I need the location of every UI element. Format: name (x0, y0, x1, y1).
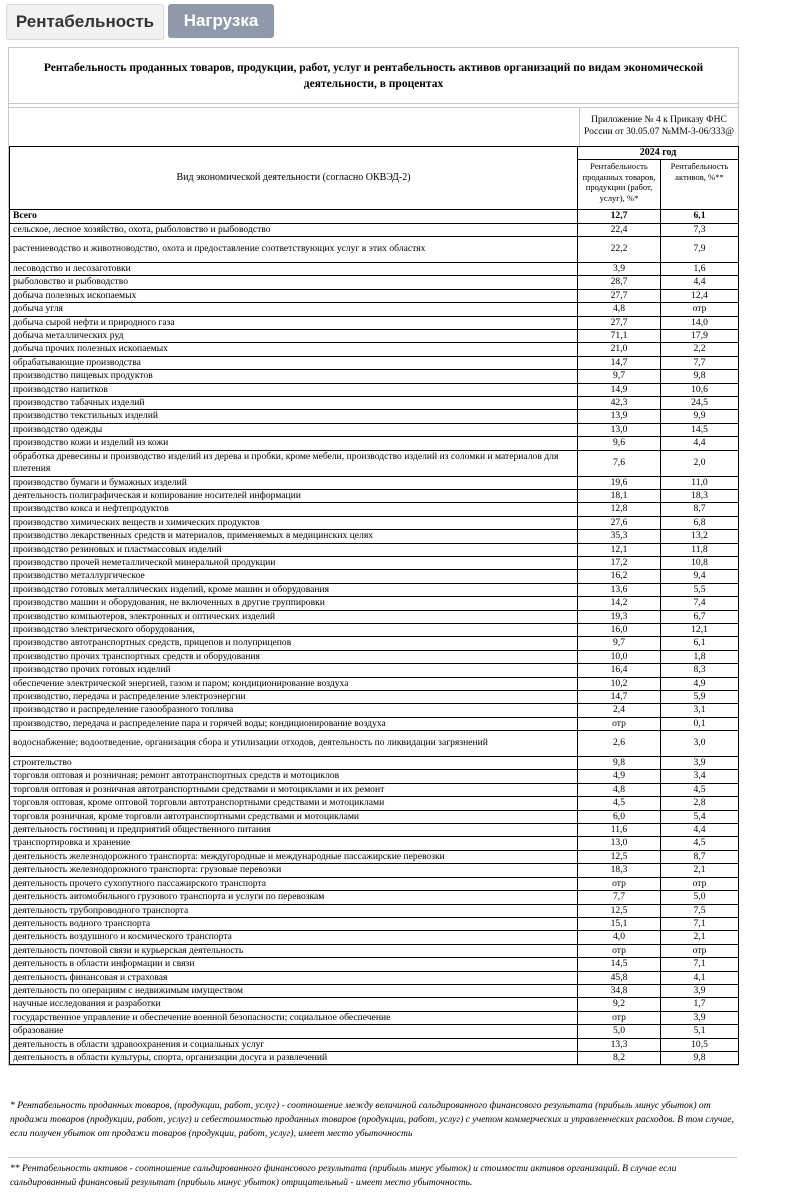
activity-name: производство лекарственных средств и материалов, применяемых в медицинских целях (10, 530, 578, 543)
activity-name: производство резиновых и пластмассовых изделий (10, 543, 578, 556)
table-row (10, 717, 739, 730)
assets-profitability-value: 4,5 (661, 783, 739, 796)
sales-profitability-value: 16,2 (578, 570, 661, 583)
assets-profitability-value: отр (661, 877, 739, 890)
header-assets-profitability: Рентабельность активов, %** (661, 160, 739, 210)
sales-profitability-value: 4,0 (578, 931, 661, 944)
sales-profitability-value: 16,0 (578, 623, 661, 636)
activity-name: производство текстильных изделий (10, 410, 578, 423)
table-row (10, 556, 739, 569)
table-row (10, 223, 739, 236)
assets-profitability-value: 10,8 (661, 556, 739, 569)
sales-profitability-value: 10,2 (578, 677, 661, 690)
sales-profitability-value: 13,0 (578, 423, 661, 436)
table-row (10, 583, 739, 596)
activity-name: производство напитков (10, 383, 578, 396)
activity-name: производство прочих транспортных средств и оборудования (10, 650, 578, 663)
header-year: 2024 год (578, 147, 739, 160)
assets-profitability-value: 6,1 (661, 637, 739, 650)
sales-profitability-value: 12,5 (578, 850, 661, 863)
activity-name: производство электрического оборудования, (10, 623, 578, 636)
activity-name: производство автотранспортных средств, прицепов и полуприцепов (10, 637, 578, 650)
activity-name: деятельность гостиниц и предприятий общественного питания (10, 824, 578, 837)
activity-name: производство прочей неметаллической минеральной продукции (10, 556, 578, 569)
sales-profitability-value: 13,3 (578, 1038, 661, 1051)
assets-profitability-value: 8,3 (661, 664, 739, 677)
sales-profitability-value: 4,8 (578, 783, 661, 796)
table-row (10, 757, 739, 770)
sales-profitability-value: 27,7 (578, 316, 661, 329)
table-row (10, 210, 739, 223)
activity-name: добыча угля (10, 303, 578, 316)
assets-profitability-value: 9,4 (661, 570, 739, 583)
table-row (10, 837, 739, 850)
assets-profitability-value: 2,0 (661, 450, 739, 476)
sales-profitability-value: 14,7 (578, 356, 661, 369)
table-row (10, 597, 739, 610)
sales-profitability-value: 12,8 (578, 503, 661, 516)
table-row (10, 931, 739, 944)
activity-name: торговля оптовая, кроме оптовой торговли автотранспортными средствами и мотоциклами (10, 797, 578, 810)
table-row (10, 610, 739, 623)
sales-profitability-value: 28,7 (578, 276, 661, 289)
table-row (10, 237, 739, 263)
assets-profitability-value: 1,6 (661, 263, 739, 276)
activity-name: производство химических веществ и химических продуктов (10, 516, 578, 529)
sales-profitability-value: 18,3 (578, 864, 661, 877)
table-row (10, 450, 739, 476)
table-row (10, 530, 739, 543)
table-row (10, 383, 739, 396)
activity-name: деятельность трубопроводного транспорта (10, 904, 578, 917)
sales-profitability-value: 17,2 (578, 556, 661, 569)
sales-profitability-value: отр (578, 944, 661, 957)
sales-profitability-value: 9,7 (578, 370, 661, 383)
document (8, 47, 739, 1066)
assets-profitability-value: 7,3 (661, 223, 739, 236)
table-row (10, 971, 739, 984)
appendix-note (579, 108, 738, 146)
tab-load[interactable]: Нагрузка (168, 4, 274, 38)
activity-name: деятельность в области здравоохранения и социальных услуг (10, 1038, 578, 1051)
activity-name: деятельность в области информации и связи (10, 958, 578, 971)
assets-profitability-value: 7,4 (661, 597, 739, 610)
activity-name: деятельность железнодорожного транспорта: грузовые перевозки (10, 864, 578, 877)
assets-profitability-value: 5,1 (661, 1025, 739, 1038)
assets-profitability-value: 2,1 (661, 864, 739, 877)
table-row (10, 958, 739, 971)
table-body (10, 210, 739, 1065)
document-title: Рентабельность проданных товаров, продукции, работ, услуг и рентабельность активов организаций по видам экономической деятельности, в процентах (9, 48, 738, 104)
assets-profitability-value: 8,7 (661, 503, 739, 516)
activity-name: добыча металлических руд (10, 330, 578, 343)
activity-name: производство бумаги и бумажных изделий (10, 476, 578, 489)
sales-profitability-value: 10,0 (578, 650, 661, 663)
activity-name: производство табачных изделий (10, 397, 578, 410)
appendix-line2: России от 30.05.07 №ММ-3-06/333@ (584, 127, 734, 137)
table-row (10, 437, 739, 450)
sales-profitability-value: 5,0 (578, 1025, 661, 1038)
assets-profitability-value: 3,4 (661, 770, 739, 783)
sales-profitability-value: 42,3 (578, 397, 661, 410)
activity-name: производство компьютеров, электронных и оптических изделий (10, 610, 578, 623)
sales-profitability-value: 2,6 (578, 731, 661, 757)
activity-name: обработка древесины и производство изделий из дерева и пробки, кроме мебели, производство изделий из соломки и материалов для плетения (10, 450, 578, 476)
header-sales-profitability: Рентабельность проданных товаров, продукции (работ, услуг), %* (578, 160, 661, 210)
table-row (10, 797, 739, 810)
table-row (10, 356, 739, 369)
assets-profitability-value: 1,7 (661, 998, 739, 1011)
activity-name: деятельность прочего сухопутного пассажирского транспорта (10, 877, 578, 890)
assets-profitability-value: 5,0 (661, 891, 739, 904)
table-row (10, 944, 739, 957)
sales-profitability-value: 6,0 (578, 810, 661, 823)
table-row (10, 650, 739, 663)
assets-profitability-value: 9,8 (661, 1051, 739, 1064)
assets-profitability-value: 7,5 (661, 904, 739, 917)
sales-profitability-value: 19,3 (578, 610, 661, 623)
table-row (10, 289, 739, 302)
sales-profitability-value: 35,3 (578, 530, 661, 543)
table-row (10, 330, 739, 343)
table-row (10, 731, 739, 757)
assets-profitability-value: 10,6 (661, 383, 739, 396)
table-row (10, 410, 739, 423)
table-row (10, 877, 739, 890)
sales-profitability-value: 34,8 (578, 984, 661, 997)
activity-name: деятельность в области культуры, спорта, организации досуга и развлечений (10, 1051, 578, 1064)
assets-profitability-value: 3,9 (661, 757, 739, 770)
assets-profitability-value: 6,8 (661, 516, 739, 529)
sales-profitability-value: 19,6 (578, 476, 661, 489)
table-row (10, 543, 739, 556)
activity-name: производство, передача и распределение электроэнергии (10, 691, 578, 704)
sales-profitability-value: 22,4 (578, 223, 661, 236)
sales-profitability-value: 9,7 (578, 637, 661, 650)
assets-profitability-value: отр (661, 944, 739, 957)
appendix-row (9, 107, 738, 146)
activity-name: сельское, лесное хозяйство, охота, рыболовство и рыбоводство (10, 223, 578, 236)
sales-profitability-value: 14,9 (578, 383, 661, 396)
table-row (10, 423, 739, 436)
activity-name: научные исследования и разработки (10, 998, 578, 1011)
sales-profitability-value: 18,1 (578, 489, 661, 502)
assets-profitability-value: 4,5 (661, 837, 739, 850)
table-row (10, 637, 739, 650)
assets-profitability-value: 14,0 (661, 316, 739, 329)
profitability-table (9, 146, 739, 1065)
activity-name: производство одежды (10, 423, 578, 436)
activity-name: лесоводство и лесозаготовки (10, 263, 578, 276)
assets-profitability-value: 4,9 (661, 677, 739, 690)
sales-profitability-value: 8,2 (578, 1051, 661, 1064)
activity-name: деятельность финансовая и страховая (10, 971, 578, 984)
assets-profitability-value: 11,0 (661, 476, 739, 489)
sales-profitability-value: 21,0 (578, 343, 661, 356)
assets-profitability-value: 11,8 (661, 543, 739, 556)
table-row (10, 664, 739, 677)
activity-name: строительство (10, 757, 578, 770)
table-row (10, 263, 739, 276)
activity-name: производство, передача и распределение пара и горячей воды; кондиционирование воздуха (10, 717, 578, 730)
table-row (10, 864, 739, 877)
activity-name: торговля оптовая и розничная; ремонт автотранспортных средств и мотоциклов (10, 770, 578, 783)
table-row (10, 810, 739, 823)
activity-name: Всего (10, 210, 578, 223)
activity-name: государственное управление и обеспечение военной безопасности; социальное обеспечение (10, 1011, 578, 1024)
table-row (10, 783, 739, 796)
assets-profitability-value: 14,5 (661, 423, 739, 436)
sales-profitability-value: 12,1 (578, 543, 661, 556)
appendix-line1: Приложение № 4 к Приказу ФНС (591, 115, 727, 125)
assets-profitability-value: 7,1 (661, 958, 739, 971)
sales-profitability-value: 14,7 (578, 691, 661, 704)
table-row (10, 1051, 739, 1064)
table-row (10, 503, 739, 516)
table-row (10, 1011, 739, 1024)
activity-name: производство металлургическое (10, 570, 578, 583)
table-row (10, 704, 739, 717)
sales-profitability-value: отр (578, 877, 661, 890)
footnote-sales: * Рентабельность проданных товаров, (продукции, работ, услуг) - соотношение между величиной сальдированного финансового результата (прибыль минус убыток) от продажи товаров (продукции, работ, услуг) и себестоимостью проданных товаров (продукции, работ, услуг) с учетом коммерческих и управленческих расходов. В том случае, если получен убыток от продажи товаров (продукции, работ, услуг), имеет место убыточность (10, 1100, 734, 1139)
activity-name: деятельность воздушного и космического транспорта (10, 931, 578, 944)
sales-profitability-value: 27,7 (578, 289, 661, 302)
table-row (10, 489, 739, 502)
assets-profitability-value: 5,5 (661, 583, 739, 596)
sales-profitability-value: 45,8 (578, 971, 661, 984)
sales-profitability-value: 12,7 (578, 210, 661, 223)
sales-profitability-value: 7,6 (578, 450, 661, 476)
activity-name: деятельность по операциям с недвижимым имуществом (10, 984, 578, 997)
assets-profitability-value: 8,7 (661, 850, 739, 863)
sales-profitability-value: 7,7 (578, 891, 661, 904)
assets-profitability-value: отр (661, 303, 739, 316)
assets-profitability-value: 2,2 (661, 343, 739, 356)
sales-profitability-value: 13,9 (578, 410, 661, 423)
assets-profitability-value: 12,1 (661, 623, 739, 636)
table-row (10, 303, 739, 316)
assets-profitability-value: 17,9 (661, 330, 739, 343)
table-row (10, 516, 739, 529)
assets-profitability-value: 9,8 (661, 370, 739, 383)
activity-name: производство готовых металлических изделий, кроме машин и оборудования (10, 583, 578, 596)
sales-profitability-value: отр (578, 717, 661, 730)
table-row (10, 850, 739, 863)
sales-profitability-value: 11,6 (578, 824, 661, 837)
sales-profitability-value: 14,2 (578, 597, 661, 610)
activity-name: производство пищевых продуктов (10, 370, 578, 383)
sales-profitability-value: 9,8 (578, 757, 661, 770)
activity-name: производство кожи и изделий из кожи (10, 437, 578, 450)
sales-profitability-value: 9,6 (578, 437, 661, 450)
activity-name: производство кокса и нефтепродуктов (10, 503, 578, 516)
table-row (10, 623, 739, 636)
activity-name: торговля розничная, кроме торговли автотранспортными средствами и мотоциклами (10, 810, 578, 823)
table-row (10, 397, 739, 410)
sales-profitability-value: 4,8 (578, 303, 661, 316)
sales-profitability-value: 14,5 (578, 958, 661, 971)
table-row (10, 476, 739, 489)
table-row (10, 984, 739, 997)
sales-profitability-value: 27,6 (578, 516, 661, 529)
activity-name: деятельность водного транспорта (10, 917, 578, 930)
assets-profitability-value: 3,0 (661, 731, 739, 757)
assets-profitability-value: 2,8 (661, 797, 739, 810)
sales-profitability-value: 12,5 (578, 904, 661, 917)
tab-bar (0, 0, 807, 42)
sales-profitability-value: 13,6 (578, 583, 661, 596)
table-row (10, 1025, 739, 1038)
table-row (10, 917, 739, 930)
table-row (10, 343, 739, 356)
assets-profitability-value: 6,1 (661, 210, 739, 223)
table-row (10, 316, 739, 329)
sales-profitability-value: 71,1 (578, 330, 661, 343)
table-row (10, 904, 739, 917)
assets-profitability-value: 7,7 (661, 356, 739, 369)
activity-name: деятельность почтовой связи и курьерская деятельность (10, 944, 578, 957)
footnote-assets: ** Рентабельность активов - соотношение сальдированного финансового результата (прибыль минус убыток) и стоимости активов организаций. В случае если сальдированный финансовый результат (прибыль минус убыток) отрицательный - имеет место убыточность. (8, 1157, 737, 1190)
activity-name: растениеводство и животноводство, охота и предоставление соответствующих услуг в этих областях (10, 237, 578, 263)
sales-profitability-value: 9,2 (578, 998, 661, 1011)
assets-profitability-value: 7,1 (661, 917, 739, 930)
table-row (10, 891, 739, 904)
footnotes (8, 1099, 737, 1190)
table-row (10, 370, 739, 383)
assets-profitability-value: 7,9 (661, 237, 739, 263)
sales-profitability-value: 13,0 (578, 837, 661, 850)
activity-name: образование (10, 1025, 578, 1038)
assets-profitability-value: 6,7 (661, 610, 739, 623)
activity-name: деятельность полиграфическая и копирование носителей информации (10, 489, 578, 502)
sales-profitability-value: отр (578, 1011, 661, 1024)
activity-name: обеспечение электрической энергией, газом и паром; кондиционирование воздуха (10, 677, 578, 690)
activity-name: рыболовство и рыбоводство (10, 276, 578, 289)
activity-name: добыча сырой нефти и природного газа (10, 316, 578, 329)
table-row (10, 1038, 739, 1051)
activity-name: деятельность железнодорожного транспорта: междугородные и международные пассажирские перевозки (10, 850, 578, 863)
header-activity: Вид экономической деятельности (согласно ОКВЭД-2) (10, 147, 578, 210)
assets-profitability-value: 5,4 (661, 810, 739, 823)
tab-profitability[interactable]: Рентабельность (6, 4, 164, 40)
activity-name: производство машин и оборудования, не включенных в другие группировки (10, 597, 578, 610)
activity-name: добыча полезных ископаемых (10, 289, 578, 302)
activity-name: торговля оптовая и розничная автотранспортными средствами и мотоциклами и их ремонт (10, 783, 578, 796)
sales-profitability-value: 22,2 (578, 237, 661, 263)
assets-profitability-value: 4,4 (661, 276, 739, 289)
assets-profitability-value: 3,1 (661, 704, 739, 717)
sales-profitability-value: 15,1 (578, 917, 661, 930)
assets-profitability-value: 3,9 (661, 1011, 739, 1024)
table-row (10, 570, 739, 583)
activity-name: производство прочих готовых изделий (10, 664, 578, 677)
sales-profitability-value: 16,4 (578, 664, 661, 677)
assets-profitability-value: 18,3 (661, 489, 739, 502)
sales-profitability-value: 3,9 (578, 263, 661, 276)
assets-profitability-value: 12,4 (661, 289, 739, 302)
table-row (10, 824, 739, 837)
assets-profitability-value: 5,9 (661, 691, 739, 704)
assets-profitability-value: 3,9 (661, 984, 739, 997)
assets-profitability-value: 10,5 (661, 1038, 739, 1051)
table-row (10, 770, 739, 783)
assets-profitability-value: 1,8 (661, 650, 739, 663)
assets-profitability-value: 4,1 (661, 971, 739, 984)
activity-name: производство и распределение газообразного топлива (10, 704, 578, 717)
sales-profitability-value: 4,5 (578, 797, 661, 810)
table-row (10, 677, 739, 690)
activity-name: добыча прочих полезных ископаемых (10, 343, 578, 356)
table-row (10, 276, 739, 289)
assets-profitability-value: 4,4 (661, 437, 739, 450)
assets-profitability-value: 4,4 (661, 824, 739, 837)
sales-profitability-value: 4,9 (578, 770, 661, 783)
table-row (10, 691, 739, 704)
assets-profitability-value: 0,1 (661, 717, 739, 730)
assets-profitability-value: 9,9 (661, 410, 739, 423)
assets-profitability-value: 13,2 (661, 530, 739, 543)
activity-name: водоснабжение; водоотведение, организация сбора и утилизации отходов, деятельность по ликвидации загрязнений (10, 731, 578, 757)
assets-profitability-value: 2,1 (661, 931, 739, 944)
table-row (10, 998, 739, 1011)
activity-name: транспортировка и хранение (10, 837, 578, 850)
sales-profitability-value: 2,4 (578, 704, 661, 717)
activity-name: обрабатывающие производства (10, 356, 578, 369)
activity-name: деятельность автомобильного грузового транспорта и услуги по перевозкам (10, 891, 578, 904)
assets-profitability-value: 24,5 (661, 397, 739, 410)
